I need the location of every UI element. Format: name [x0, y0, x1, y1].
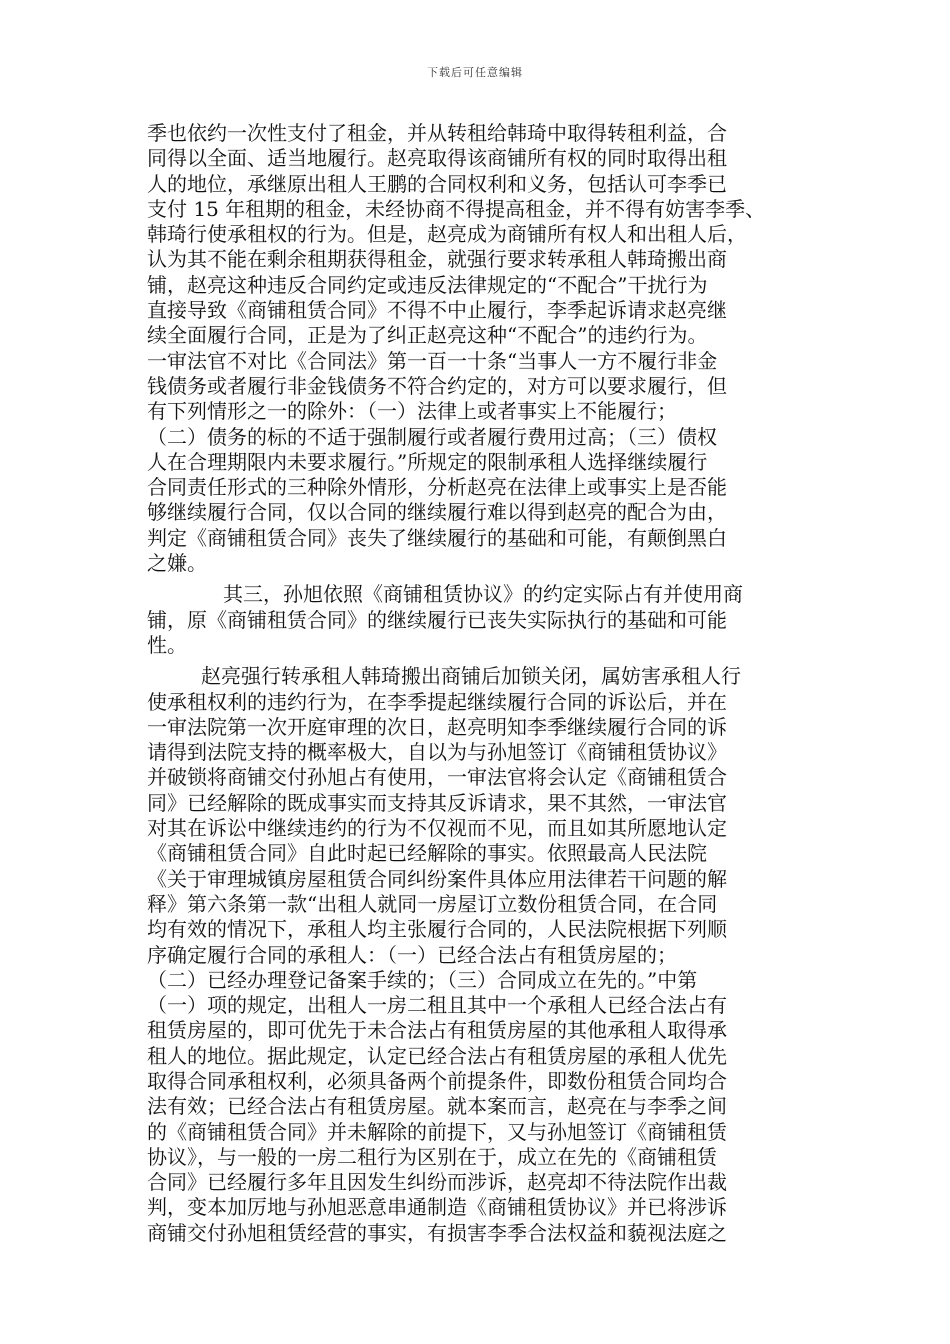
text-line: 商铺交付孙旭租赁经营的事实，有损害李季合法权益和藐视法庭之: [147, 1220, 727, 1245]
text-line: 韩琦行使承租权的行为。但是，赵亮成为商铺所有权人和出租人后，: [147, 222, 747, 247]
text-line: 一审法院第一次开庭审理的次日，赵亮明知李季继续履行合同的诉: [147, 714, 727, 739]
text-line: 铺，赵亮这种违反合同约定或违反法律规定的“不配合”干扰行为: [147, 272, 708, 297]
text-line: 之嫌。: [147, 551, 207, 576]
text-line: 使承租权利的违约行为，在李季提起继续履行合同的诉讼后，并在: [147, 689, 727, 714]
text-line: 季也依约一次性支付了租金，并从转租给韩琦中取得转租利益，合: [147, 121, 727, 145]
paragraph: [147, 582, 803, 658]
text-line: （二）债务的标的不适于强制履行或者履行费用过高；（三）债权: [147, 424, 717, 449]
document-body: [147, 121, 803, 1246]
page-header: 下载后可任意编辑: [427, 66, 523, 79]
text-line: 赵亮强行转承租人韩琦搬出商铺后加锁关闭，属妨害承租人行: [201, 664, 741, 689]
text-line: （二）已经办理登记备案手续的；（三）合同成立在先的。”中第: [147, 967, 698, 992]
text-line: 判，变本加厉地与孙旭恶意串通制造《商铺租赁协议》并已将涉诉: [147, 1195, 727, 1220]
text-line: 法有效；已经合法占有租赁房屋。就本案而言，赵亮在与李季之间: [147, 1094, 727, 1119]
text-line: 同》已经解除的既成事实而支持其反诉请求，果不其然，一审法官: [147, 790, 727, 815]
text-line: 租人的地位。据此规定，认定已经合法占有租赁房屋的承租人优先: [147, 1043, 727, 1068]
text-line: 《关于审理城镇房屋租赁合同纠纷案件具体应用法律若干问题的解: [147, 866, 727, 891]
text-line: 均有效的情况下，承租人均主张履行合同的，人民法院根据下列顺: [147, 917, 727, 942]
text-line: 支付 15 年租期的租金，未经协商不得提高租金，并不得有妨害李季、: [147, 196, 766, 221]
text-line: 释》第六条第一款“出租人就同一房屋订立数份租赁合同，在合同: [147, 891, 718, 916]
text-line: 性。: [147, 632, 187, 657]
text-line: 铺，原《商铺租赁合同》的继续履行已丧失实际执行的基础和可能: [147, 607, 727, 632]
text-line: 认为其不能在剩余租期获得租金，就强行要求转承租人韩琦搬出商: [147, 247, 727, 272]
text-line: 租赁房屋的，即可优先于未合法占有租赁房屋的其他承租人取得承: [147, 1018, 727, 1043]
text-line: 协议》，与一般的一房二租行为区别在于，成立在先的《商铺租赁: [147, 1144, 717, 1169]
text-line: 判定《商铺租赁合同》丧失了继续履行的基础和可能，有颠倒黑白: [147, 525, 727, 550]
text-line: 一审法官不对比《合同法》第一百一十条“当事人一方不履行非金: [147, 348, 718, 373]
text-line: （一）项的规定，出租人一房二租且其中一个承租人已经合法占有: [147, 993, 727, 1018]
text-line: 合同责任形式的三种除外情形，分析赵亮在法律上或事实上是否能: [147, 475, 727, 500]
text-line: 钱债务或者履行非金钱债务不符合约定的，对方可以要求履行，但: [147, 373, 727, 398]
text-line: 合同》已经履行多年且因发生纠纷而涉诉，赵亮却不待法院作出裁: [147, 1170, 727, 1195]
text-line: 请得到法院支持的概率极大，自以为与孙旭签订《商铺租赁协议》: [147, 740, 727, 765]
text-line: 其三，孙旭依照《商铺租赁协议》的约定实际占有并使用商: [223, 582, 743, 607]
paragraph: [147, 121, 803, 576]
text-line: 直接导致《商铺租赁合同》不得不中止履行，李季起诉请求赵亮继: [147, 298, 727, 323]
text-line: 取得合同承租权利，必须具备两个前提条件，即数份租赁合同均合: [147, 1068, 727, 1093]
text-line: 有下列情形之一的除外：（一）法律上或者事实上不能履行；: [147, 399, 677, 424]
text-line: 并破锁将商铺交付孙旭占有使用，一审法官将会认定《商铺租赁合: [147, 765, 727, 790]
text-line: 同得以全面、适当地履行。赵亮取得该商铺所有权的同时取得出租: [147, 146, 727, 171]
text-line: 序确定履行合同的承租人：（一）已经合法占有租赁房屋的；: [147, 942, 677, 967]
text-line: 够继续履行合同，仅以合同的继续履行难以得到赵亮的配合为由，: [147, 500, 727, 525]
text-line: 的《商铺租赁合同》并未解除的前提下，又与孙旭签订《商铺租赁: [147, 1119, 727, 1144]
text-line: 对其在诉讼中继续违约的行为不仅视而不见，而且如其所愿地认定: [147, 816, 727, 841]
text-line: 人在合理期限内未要求履行。”所规定的限制承租人选择继续履行: [147, 449, 708, 474]
paragraph: [147, 664, 803, 1246]
text-line: 续全面履行合同，正是为了纠正赵亮这种“不配合”的违约行为。: [147, 323, 708, 348]
text-line: 《商铺租赁合同》自此时起已经解除的事实。依照最高人民法院: [147, 841, 707, 866]
text-line: 人的地位，承继原出租人王鹏的合同权利和义务，包括认可李季已: [147, 171, 727, 196]
